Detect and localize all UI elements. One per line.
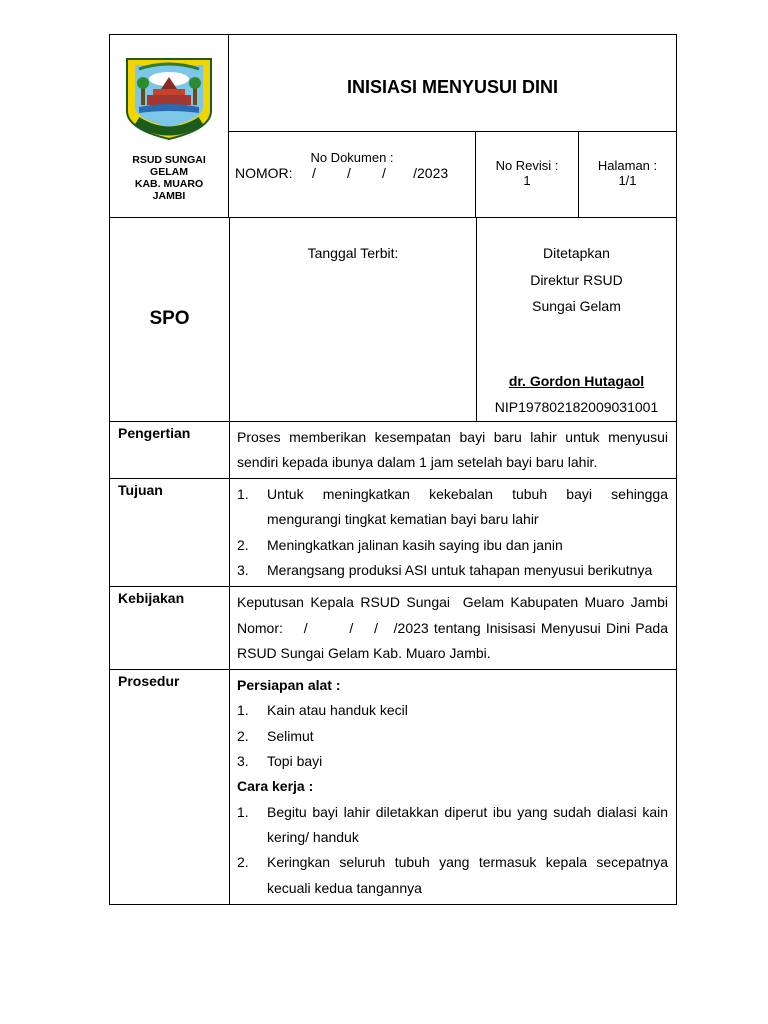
revision-cell — [476, 132, 579, 218]
list-text: Keringkan seluruh tubuh yang termasuk kepala secepatnya kecuali kedua tangannya — [267, 854, 668, 896]
tujuan-cell — [230, 479, 677, 587]
list-number: 1. — [237, 486, 249, 503]
director-name: dr. Gordon Hutagaol — [508, 372, 645, 389]
list-item — [237, 724, 668, 749]
document-title: INISIASI MENYUSUI DINI — [229, 35, 677, 132]
doc-number-cell — [229, 132, 476, 218]
institution-name — [110, 154, 228, 202]
list-item — [237, 533, 668, 558]
cara-kerja-list — [237, 800, 668, 901]
approval-cell — [477, 218, 677, 422]
list-text: Untuk meningkatkan kekebalan tubuh bayi sehingga mengurangi tingkat kematian bayi baru lahir — [267, 486, 668, 528]
list-number: 2. — [237, 536, 249, 553]
list-text: Begitu bayi lahir diletakkan diperut ibu yang sudah dialasi kain kering/ handuk — [267, 803, 668, 845]
pengertian-text: Proses memberikan kesempatan bayi baru lahir untuk menyusui sendiri kepada ibunya dalam 1 jam setelah bayi baru lahir. — [230, 421, 677, 479]
issue-date-label: Tanggal Terbit: — [230, 218, 477, 422]
persiapan-heading: Persiapan alat : — [237, 677, 341, 694]
list-number: 3. — [237, 561, 249, 578]
approval-line: Direktur RSUD — [530, 271, 623, 288]
prosedur-label: Prosedur — [110, 670, 230, 905]
list-text: Meningkatkan jalinan kasih saying ibu dan janin — [267, 536, 563, 553]
document-body — [109, 217, 677, 905]
list-item — [237, 482, 668, 533]
list-item — [237, 749, 668, 774]
list-text: Selimut — [267, 727, 314, 744]
logo-cell — [110, 35, 229, 218]
page-label: Halaman : — [597, 158, 658, 173]
list-text: Topi bayi — [267, 753, 323, 770]
tujuan-list — [237, 482, 668, 583]
list-text: Merangsang produksi ASI untuk tahapan menyusui berikutnya — [267, 561, 653, 578]
list-item — [237, 800, 668, 851]
page-value: 1/1 — [618, 173, 637, 188]
list-text: Kain atau handuk kecil — [267, 702, 408, 719]
list-number: 2. — [237, 727, 249, 744]
list-number: 1. — [237, 702, 249, 719]
director-nip: NIP197802182009031001 — [494, 399, 659, 415]
persiapan-list — [237, 698, 668, 774]
approval-line: Ditetapkan — [543, 245, 610, 261]
approval-line: Sungai Gelam — [532, 298, 621, 314]
page-cell — [579, 132, 677, 218]
list-item — [237, 558, 668, 583]
tujuan-label: Tujuan — [110, 479, 230, 587]
doc-number-label: No Dokumen : — [310, 150, 394, 165]
list-number: 1. — [237, 803, 249, 820]
cara-kerja-heading: Cara kerja : — [237, 778, 314, 795]
revision-label: No Revisi : — [495, 158, 559, 173]
list-number: 3. — [237, 753, 249, 770]
doc-number-value: NOMOR: / / / /2023 — [235, 165, 449, 181]
kebijakan-text: Keputusan Kepala RSUD Sungai Gelam Kabupaten Muaro Jambi Nomor: / / / /2023 tentang Inisisasi Menyusui Dini Pada RSUD Sungai Gelam Kab. Muaro Jambi. — [230, 587, 677, 670]
prosedur-cell — [230, 670, 677, 905]
document-header — [109, 34, 677, 218]
spo-label: SPO — [110, 218, 230, 422]
revision-value: 1 — [523, 173, 531, 188]
list-item — [237, 698, 668, 723]
institution-line: RSUD SUNGAI — [132, 154, 206, 166]
list-item — [237, 850, 668, 901]
pengertian-label: Pengertian — [110, 421, 230, 479]
institution-line: KAB. MUARO — [134, 178, 204, 190]
regency-logo — [110, 35, 228, 144]
list-number: 2. — [237, 854, 249, 871]
institution-line: JAMBI — [152, 190, 186, 202]
institution-line: GELAM — [150, 166, 188, 178]
kebijakan-label: Kebijakan — [110, 587, 230, 670]
